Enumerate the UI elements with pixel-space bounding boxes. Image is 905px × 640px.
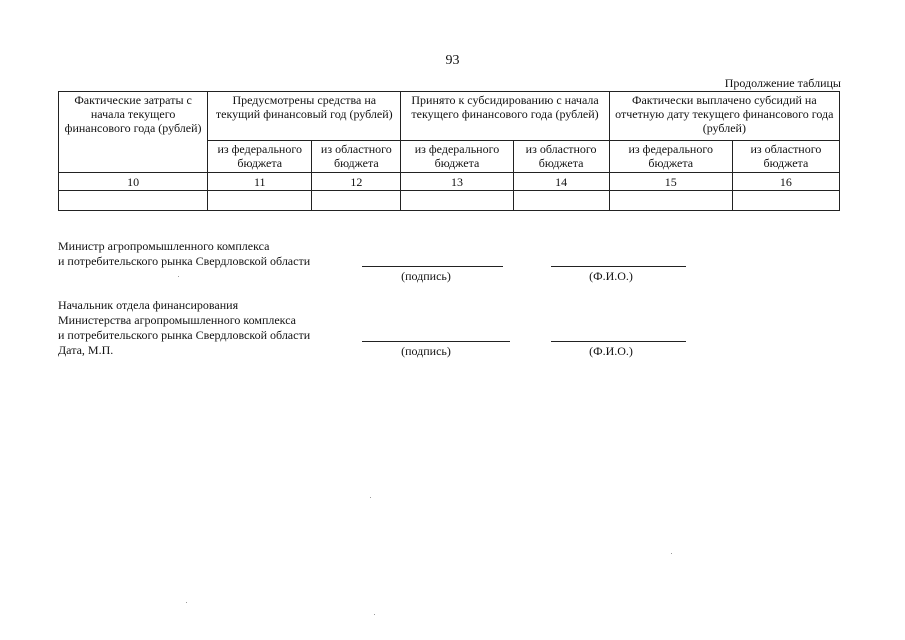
column-number: 10 (59, 173, 208, 191)
head-title-line-3: и потребительского рынка Свердловской области (58, 328, 311, 342)
minister-title-line-1: Министр агропромышленного комплекса (58, 239, 270, 253)
subsidy-table (58, 91, 840, 211)
minister-title-line-2: и потребительского рынка Свердловской области (58, 254, 311, 268)
minister-name-line[interactable] (551, 266, 686, 267)
column-number: 13 (401, 173, 513, 191)
minister-signature-caption: (подпись) (401, 269, 451, 283)
header-regional-budget: из областного бюджета (312, 141, 401, 173)
header-federal-budget: из федерального бюджета (401, 141, 513, 173)
table-cell[interactable] (59, 191, 208, 211)
minister-name-caption: (Ф.И.О.) (589, 269, 633, 283)
table-cell[interactable] (732, 191, 839, 211)
column-number: 12 (312, 173, 401, 191)
scan-speck (671, 553, 672, 554)
head-name-caption: (Ф.И.О.) (589, 344, 633, 358)
header-planned-funds: Предусмотрены средства на текущий финансовый год (рублей) (208, 92, 401, 141)
column-number: 14 (513, 173, 609, 191)
scan-speck (370, 497, 371, 498)
table-row (59, 191, 840, 211)
date-stamp-label: Дата, М.П. (58, 343, 114, 357)
minister-signature-block (58, 239, 310, 269)
scan-speck (374, 614, 375, 615)
head-title-line-1: Начальник отдела финансирования (58, 298, 239, 312)
column-number: 15 (609, 173, 732, 191)
table-cell[interactable] (609, 191, 732, 211)
header-actual-costs: Фактические затраты с начала текущего финансового года (рублей) (59, 92, 208, 173)
head-name-line[interactable] (551, 341, 686, 342)
header-regional-budget: из областного бюджета (513, 141, 609, 173)
head-signature-caption: (подпись) (401, 344, 451, 358)
header-regional-budget: из областного бюджета (732, 141, 839, 173)
table-cell[interactable] (208, 191, 312, 211)
column-number-row (59, 173, 840, 191)
column-number: 11 (208, 173, 312, 191)
scan-speck (178, 276, 179, 277)
header-federal-budget: из федерального бюджета (208, 141, 312, 173)
minister-signature-line[interactable] (362, 266, 503, 267)
head-signature-line[interactable] (362, 341, 510, 342)
head-signature-block (58, 298, 310, 358)
table-cell[interactable] (401, 191, 513, 211)
scan-speck (186, 602, 187, 603)
column-number: 16 (732, 173, 839, 191)
header-paid-subsidies: Фактически выплачено субсидий на отчетную дату текущего финансового года (рублей) (609, 92, 839, 141)
head-title-line-2: Министерства агропромышленного комплекса (58, 313, 297, 327)
header-federal-budget: из федерального бюджета (609, 141, 732, 173)
continuation-label: Продолжение таблицы (724, 76, 841, 90)
header-accepted-subsidies: Принято к субсидированию с начала текущего финансового года (рублей) (401, 92, 609, 141)
table-cell[interactable] (312, 191, 401, 211)
header-row-1 (59, 92, 840, 141)
page-number: 93 (445, 53, 460, 68)
table-cell[interactable] (513, 191, 609, 211)
